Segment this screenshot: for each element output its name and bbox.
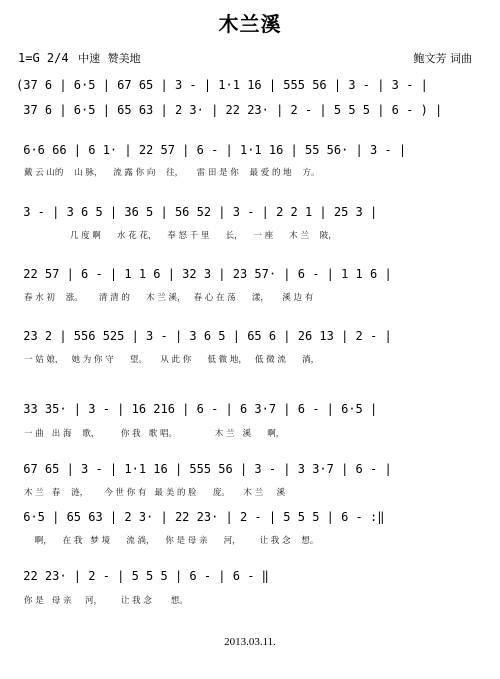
lyric-line-4: 几 度 啊 水 花 花， 奉 怒 千 里 长， 一 座 木 兰 陂， bbox=[24, 231, 337, 241]
music-line-7: 33 35· | 3 - | 16 216 | 6 - | 6 3·7 | 6 - | 6·5 | bbox=[16, 402, 378, 416]
lyric-line-3: 戴 云 山的 山 脉， 流 露 你 向 往， 雷 田 是 你 最 爱 的 地 方。 bbox=[24, 168, 320, 178]
expression-marking: 赞美地 bbox=[107, 52, 141, 65]
credits: 鲍文芳 词曲 bbox=[413, 52, 472, 65]
music-line-6: 23 2 | 556 525 | 3 - | 3 6 5 | 65 6 | 26 13 | 2 - | bbox=[16, 329, 392, 343]
tempo-marking: 中速 bbox=[78, 52, 101, 65]
song-title: 木兰溪 bbox=[218, 12, 282, 36]
music-line-4: 3 - | 3 6 5 | 36 5 | 56 52 | 3 - | 2 2 1 | 25 3 | bbox=[16, 205, 378, 219]
lyric-line-10: 你 是 母 亲 河， 让 我 念 想。 bbox=[24, 596, 188, 606]
lyric-line-7: 一 曲 出 海 歌， 你 我 歌 唱。 木 兰 溪 啊， bbox=[24, 429, 285, 439]
music-line-3: 6·6 66 | 6 1· | 22 57 | 6 - | 1·1 16 | 55 56· | 3 - | bbox=[16, 143, 407, 157]
music-line-1: (37 6 | 6·5 | 67 6̇5 | 3 - | 1·1 16 | 555 56 | 3 - | 3 - | bbox=[16, 78, 428, 92]
key-meter: 1=G 2/4 bbox=[18, 51, 69, 65]
lyric-line-5: 春 水 初 涨。 清 清 的 木 兰 溪， 春 心 在 荡 漾， 溪 边 有 bbox=[24, 293, 314, 303]
music-line-10: 22 23· | 2 - | 5 5 5 | 6 - | 6 - ‖ bbox=[16, 569, 269, 583]
music-line-5: 22 57 | 6 - | 1 1 6 | 32 3 | 23 57· | 6 - | 1 1 6 | bbox=[16, 267, 392, 281]
lyric-line-8: 木 兰 春 涟， 今 世 你 有 最 美 的 脸 庞。 木 兰 溪 bbox=[24, 488, 286, 498]
music-line-9: 6·5 | 65 63 | 2 3· | 22 23· | 2 - | 5 5 5 | 6 - :‖ bbox=[16, 510, 385, 524]
lyric-line-9: 啊， 在 我 梦 境 流 淌， 你 是 母 亲 河， 让 我 念 想。 bbox=[24, 536, 319, 546]
score-date: 2013.03.11. bbox=[224, 636, 276, 648]
music-line-2: 37 6 | 6·5 | 65 63 | 2 3· | 22 23· | 2 - | 5 5 5 | 6 - ) | bbox=[16, 103, 443, 117]
music-line-8: 67 6̇5 | 3 - | 1·1 16 | 555 56 | 3 - | 3 3·7 | 6 - | bbox=[16, 462, 392, 476]
lyric-line-6: 一 姑 娘， 她 为 你 守 望。 从 此 你 低 微 地， 低 微 流 淌， bbox=[24, 355, 320, 365]
key-tempo-line bbox=[18, 50, 141, 66]
